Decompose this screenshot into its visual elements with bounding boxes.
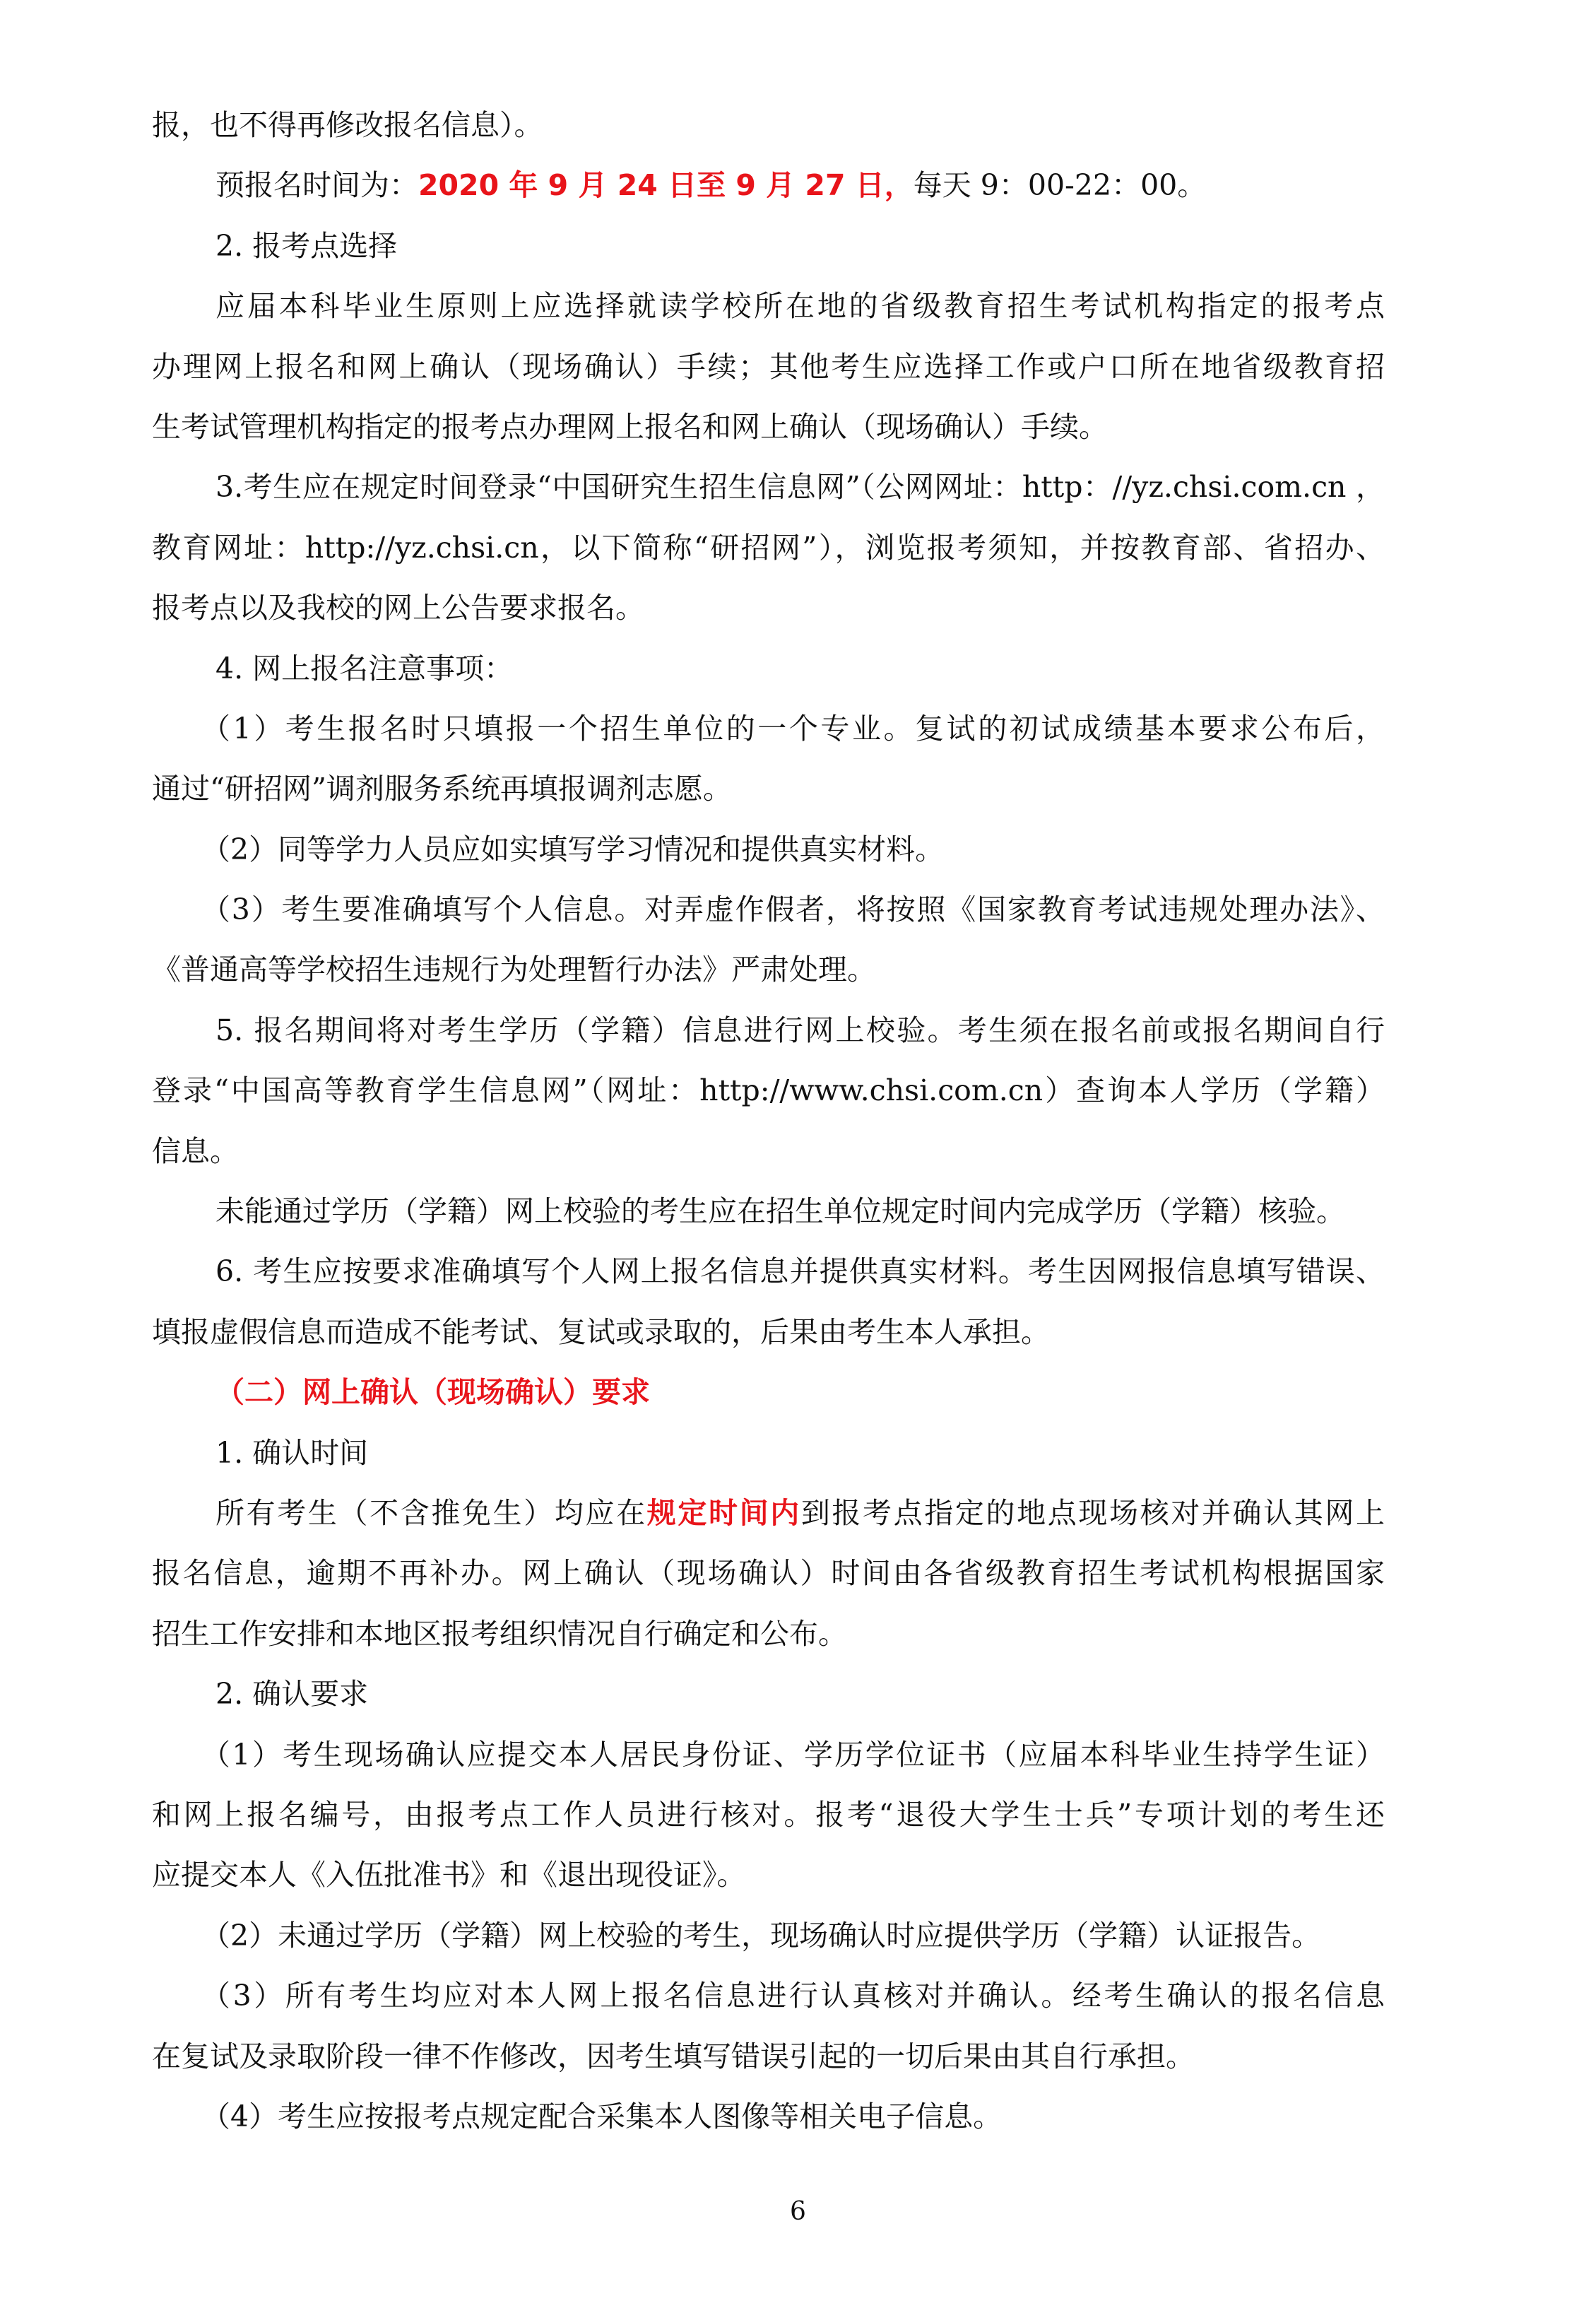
req-2-line: （2）未通过学历（学籍）网上校验的考生，现场确认时应提供学历（学籍）认证报告。 [201, 1918, 1321, 1953]
site-selection-line: 应届本科毕业生原则上应选择就读学校所在地的省级教育招生考试机构指定的报考点 [215, 289, 1385, 324]
item-5-line: 信息。 [152, 1133, 239, 1168]
req-1-line: 应提交本人《入伍批准书》和《退出现役证》。 [152, 1858, 746, 1892]
item-4-3-line: （3）考生要准确填写个人信息。对弄虚作假者，将按照《国家教育考试违规处理办法》、 [201, 893, 1385, 927]
req-1-line: 和网上报名编号，由报考点工作人员进行核对。报考“退役大学生士兵”专项计划的考生还 [152, 1797, 1385, 1832]
confirm-time-highlight: 规定时间内 [646, 1495, 801, 1530]
pre-registration-hours: 每天 9：00-22：00。 [913, 168, 1207, 203]
item-6-line: 填报虚假信息而造成不能考试、复试或录取的，后果由考生本人承担。 [152, 1314, 1050, 1349]
item-5-line: 5. 报名期间将对考生学历（学籍）信息进行网上校验。考生须在报名前或报名期间自行 [215, 1013, 1385, 1047]
item-6-line: 6. 考生应按要求准确填写个人网上报名信息并提供真实材料。考生因网报信息填写错误、 [215, 1254, 1385, 1289]
page-number: 6 [790, 2197, 806, 2226]
req-3-line: （3）所有考生均应对本人网上报名信息进行认真核对并确认。经考生确认的报名信息 [201, 1979, 1385, 2013]
item-3-line: 报考点以及我校的网上公告要求报名。 [152, 591, 644, 625]
document-body [152, 95, 1385, 2147]
confirm-time-line: 报名信息，逾期不再补办。网上确认（现场确认）时间由各省级教育招生考试机构根据国家 [152, 1556, 1385, 1591]
item-4-2-line: （2）同等学力人员应如实填写学习情况和提供真实材料。 [201, 832, 945, 866]
pre-registration-label: 预报名时间为： [215, 168, 418, 203]
confirm-time-prefix: 所有考生（不含推免生）均应在 [215, 1495, 647, 1530]
confirm-time-line [152, 1483, 1385, 1543]
item-3-line: 教育网址：http://yz.chsi.cn，以下简称“研招网”），浏览报考须知，并按教育部、省招办、 [152, 530, 1385, 565]
confirm-time-heading: 1. 确认时间 [215, 1435, 369, 1470]
confirm-requirements-heading: 2. 确认要求 [215, 1677, 369, 1712]
item-4-1-line: 通过“研招网”调剂服务系统再填报调剂志愿。 [152, 772, 732, 806]
req-4-line: （4）考生应按报考点规定配合采集本人图像等相关电子信息。 [201, 2099, 1003, 2133]
section-heading-text: （二）网上确认（现场确认）要求 [215, 1375, 650, 1410]
site-selection-line: 生考试管理机构指定的报考点办理网上报名和网上确认（现场确认）手续。 [152, 409, 1108, 444]
section-heading-online-confirmation [152, 1362, 1385, 1423]
item-3-line: 3.考生应在规定时间登录“中国研究生招生信息网”（公网网址：http：//yz.chsi.com.cn ， [215, 470, 1385, 505]
item-5-line: 登录“中国高等教育学生信息网”（网址：http://www.chsi.com.cn）查询本人学历（学籍） [152, 1073, 1385, 1108]
item-4-1-line: （1）考生报名时只填报一个招生单位的一个专业。复试的初试成绩基本要求公布后， [201, 711, 1385, 746]
item-5-note-line: 未能通过学历（学籍）网上校验的考生应在招生单位规定时间内完成学历（学籍）核验。 [215, 1194, 1345, 1229]
req-1-line: （1）考生现场确认应提交本人居民身份证、学历学位证书（应届本科毕业生持学生证） [201, 1737, 1385, 1772]
item-4-3-line: 《普通高等学校招生违规行为处理暂行办法》严肃处理。 [152, 953, 876, 987]
item-4-heading: 4. 网上报名注意事项： [215, 651, 514, 685]
confirm-time-suffix: 到报考点指定的地点现场核对并确认其网上 [800, 1495, 1385, 1530]
continuation-line: 报，也不得再修改报名信息）。 [152, 108, 543, 142]
pre-registration-time-line [152, 155, 1385, 216]
confirm-time-line: 招生工作安排和本地区报考组织情况自行确定和公布。 [152, 1616, 847, 1651]
req-3-line: 在复试及录取阶段一律不作修改，因考生填写错误引起的一切后果由其自行承担。 [152, 2039, 1195, 2073]
site-selection-heading: 2. 报考点选择 [215, 228, 398, 263]
pre-registration-dates: 2020 年 9 月 24 日至 9 月 27 日， [418, 168, 914, 203]
site-selection-line: 办理网上报名和网上确认（现场确认）手续；其他考生应选择工作或户口所在地省级教育招 [152, 349, 1385, 384]
